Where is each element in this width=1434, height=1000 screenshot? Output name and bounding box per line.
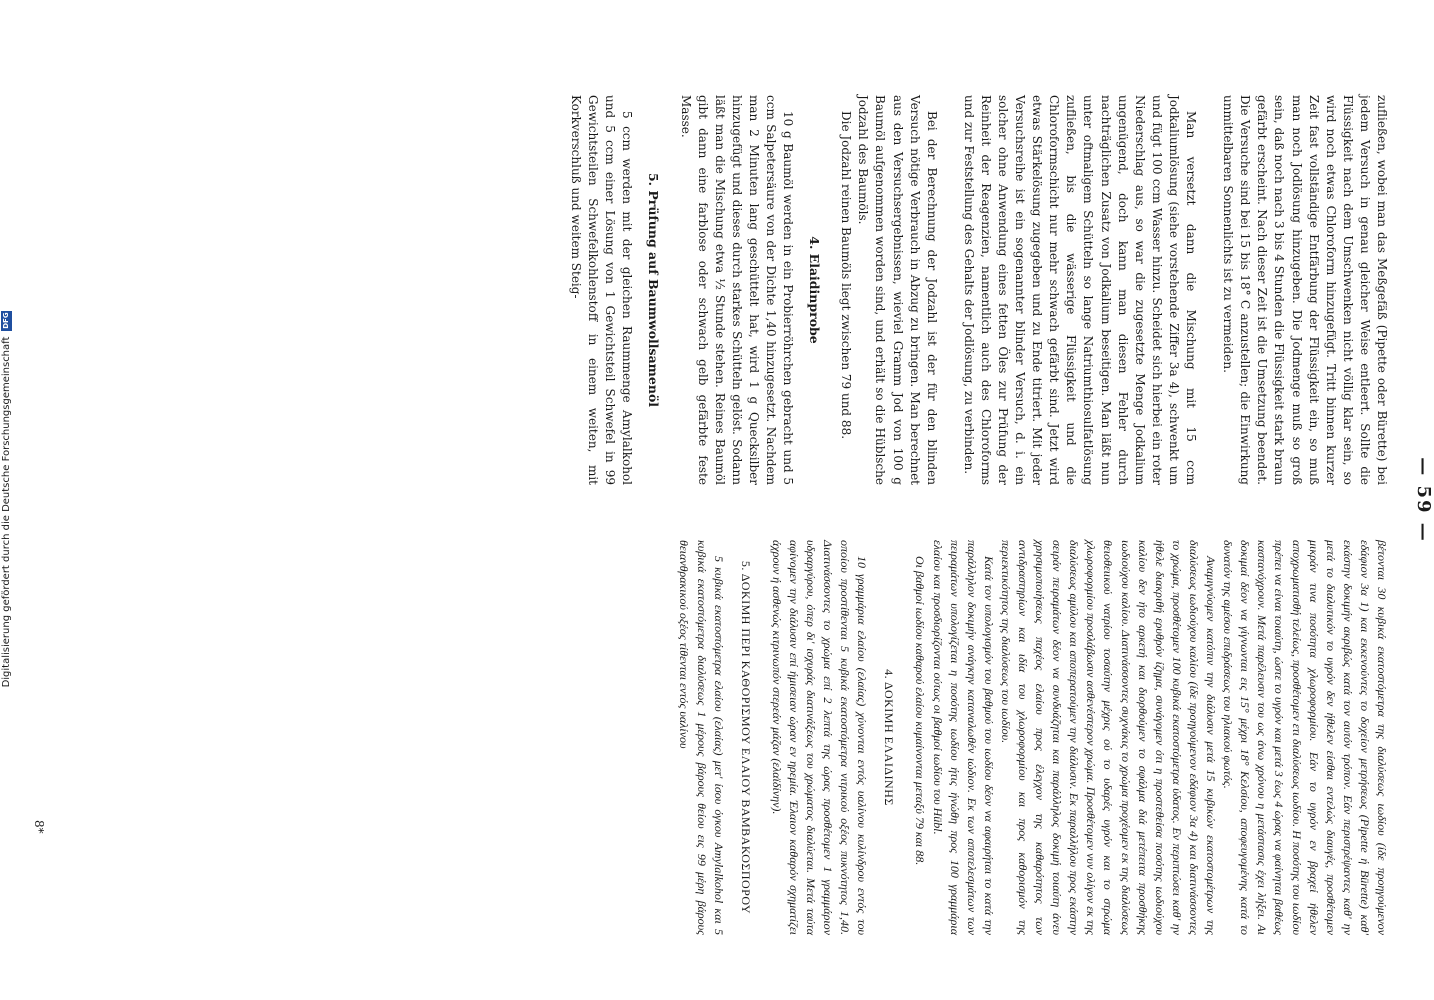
greek-section-heading: 4. ΔΟΚΙΜΗ ΕΛΑΙΔΙΝΗΣ: [882, 669, 897, 806]
german-paragraph: 10 g Baumöl werden in ein Probierröhrchen gebracht und 5 ccm Salpetersäure von der Dichte 1,40 hinzugesetzt. Nachdem man 2 Minuten lang geschüttelt hat, wird 1 g Quecksilber hinzugefügt und dieses durch starkes Schütteln gelöst. Sodann läßt man die Mischung etwa ½ Stunde stehen. Reines Baumöl gibt dann eine farblose oder schwach gelb gefärbte feste Masse.: [678, 95, 796, 485]
german-paragraph: zufließen, wobei man das Meßgefäß (Pipette oder Bürette) bei jedem Versuch in genau gleicher Weise entleert. Sollte die Flüssigkeit nach dem Umschwenken nicht völlig klar sein, so wird noch etwas Chloroform hinzugefügt. Tritt binnen kurzer Zeit fast vollständige Entfärbung der Flüssigkeit ein, so muß man noch Jodlösung hinzugeben. Die Jodmenge muß so groß sein, daß noch nach 3 bis 4 Stunden die Flüssigkeit stark braun gefärbt erscheint. Nach dieser Zeit ist die Umsetzung beendet. Die Versuche sind bei 15 bis 18° C anzustellen; die Einwirkung unmittelbaren Sonnenlichts ist zu vermeiden.: [1221, 95, 1389, 485]
greek-section-heading: 5. ΔΟΚΙΜΗ ΠΕΡΙ ΚΑΘΟΡΙΣΜΟΥ ΕΛΑΙΟΥ ΒΑΜΒΑΚΟΣΠΟΡΟΥ: [738, 560, 753, 915]
greek-paragraph: Οι βαθμοί ιωδίου καθαρού ελαίου κυμαίνονται μεταξύ 79 και 88.: [913, 556, 928, 866]
german-column: [567, 95, 1390, 485]
german-paragraph: Bei der Berechnung der Jodzahl ist der für den blinden Versuch nötige Verbrauch in Abzug zu bringen. Man berechnet aus den Versuchsergebnissen, wieviel Gramm Jod von 100 g Baumöl aufgenommen worden sind, und erhält so die Hüblsche Jodzahl des Baumöls.: [856, 95, 939, 485]
german-paragraph: Man versetzt dann die Mischung mit 15 ccm Jodkaliumlösung (siehe vorstehende Ziffer 3a 4), schwenkt um und fügt 100 ccm Wasser hinzu. Scheidet sich hierbei ein roter Niederschlag aus, so war die zugesetzte Menge Jodkalium ungenügend, doch kann man diesen Fehler durch nachträglichen Zusatz von Jodkalium beseitigen. Man läßt nun unter oftmaligem Schütteln so lange Natriumthiosulfatlösung zufließen, bis die wässerige Flüssigkeit und die Chloroformschicht nur mehr schwach gefärbt sind. Jetzt wird etwas Stärkelösung zugegeben und zu Ende titriert. Mit jeder Versuchsreihe ist ein sogenannter blinder Versuch, d. i. ein solcher ohne Anwendung eines fetten Öles zur Prüfung der Reinheit der Reagenzien, namentlich auch des Chloroforms und zur Feststellung des Gehalts der Jodlösung, zu verbinden.: [961, 95, 1199, 485]
dfg-logo: DFG: [1, 312, 10, 329]
german-section-heading: 5. Prüfung auf Baumwollsamenöl: [646, 172, 662, 408]
digitization-credit: [0, 0, 12, 999]
german-paragraph: 5 ccm werden mit der gleichen Raummenge Amylalkohol und 5 ccm einer Lösung von 1 Gewichtsteil Schwefel in 99 Gewichtsteilen Schwefelkohlenstoff in einem weiten, mit Korkverschluß und weitem Steig-: [569, 95, 635, 485]
greek-paragraph: Κατά τον υπολογισμόν του βαθμού του ιωδίου δέον να αφαιρήται το κατά την παράλληλον δοκιμήν ανάγκην καταναλωθέν ιώδιον. Εκ των αποτελεσμάτων των πειραμάτων υπολογίζεται η ποσότης ιωδίου ήτις ήνώθη προς 100 γραμμάρια ελαίου και προσδιορίζονται ούτως οι βαθμοί ιωδίου του Hübl.: [930, 540, 996, 935]
greek-column: [675, 540, 1390, 935]
page-number: — 59 —: [1413, 457, 1434, 543]
german-paragraph: Die Jodzahl reinen Baumöls liegt zwischen 79 und 88.: [839, 111, 854, 440]
greek-paragraph: 10 γραμμάρια ελαίου (ελαίας) χύνονται εντός υαλίνου κυλίνδρου εντός του οποίου προστίθενται 5 κυβικά εκατοστόμετρα νιτρικού οξέος πυκνότητος 1,40. Διατινάσσοντες το χρώμα επί 2 λεπτά της ώρας προσθέτομεν 1 γραμμάριον υδραργύρου, όπερ δι' ισχυράς διατινάξεως του χρώματος διαλύεται. Μετά ταύτα αφίνομεν την διάλυσιν επί ήμισειαν ώραν εν ηρεμία. Έλαιον καθαρόν σχηματίζει άχρουν ή ασθενώς κιτρινωπόν στερεάν μάζαν (ελαϊδίνην).: [769, 540, 870, 935]
greek-paragraph: Αναμιγνύομεν κατόπιν την διάλυσιν μετά 15 κυβικών εκατοστομέτρων της διαλύσεως ιωδιούχου καλίου (ίδε προηγούμενον εδάφιον 3α 4) και διατινάσσοντες το χρώμα, προσθέτομεν 100 κυβικά εκατοστόμετρα ύδατος. Εν περιπτώσει καθ' ην ήθελε διακριθή ερυθρόν ίζημα, συνάγομεν ότι η προστεθείσα ποσότης ιωδιούχου καλίου δεν ήτο αρκετή και διορθούμεν το σφάλμα διά μετέπειτα προσθήκης ιωδιούχου καλίου. Διατινάσσοντες συχνάκις το χρώμα προχέομεν εκ της διαλύσεως θειοθειικού νατρίου τοσαύτην μέχρις ού το υδαρές υγρόν και το στρώμα χλωροφορμίου προσλάβωσιν ασθενέστερον χρώμα. Προσθέτομεν νυν ολίγον εκ της διαλύσεως αμύλου και αποπερατούμεν την διάλυσιν. Εκ παραλλήλου προς εκάστην σειράν πειραμάτων δέον να συνδυάζηται και παράλληλος δοκιμή τοιαύτη άνευ χρησιμοποιήσεως παχέος ελαίου προς έλεγχον της καθαρότητος των αντιδραστηρίων και ιδία του χλωροφορμίου και προς καθορισμόν της περιεκτικότητος της διαλύσεως του ιωδίου.: [998, 540, 1219, 935]
german-section-heading: 4. Elaidinprobe: [807, 236, 823, 344]
greek-paragraph: βέτονται 30 κυβικά εκατοστόμετρα της διαλύσεως ιωδίου (ίδε προηγούμενον εδάφιον 3α 1) και εκκενούντες το δοχείον μετρήσεως (Pipette ή Bürette) καθ' εκάστην δοκιμήν ακριβώς κατά τον αυτόν τρόπον. Εάν περιστρέψαντες καθ' ην μετά το διαλυτικόν το υγρόν δεν ήθελεν είσθαι εντελώς διαυγές, προσθέτομεν μικράν τινα ποσότητα χλωροφορμίου. Εάν το υγρόν εν βραχεί ήθελεν αποχρωματισθή τελείως, προσθέτομεν ετι διαλύσεως ιωδίου. Η ποσότης του ιωδίου πρέπει να είναι τοιαύτη, ώστε το υγρόν και μετά 3 έως 4 ώρας να φαίνηται βαθέως καστανόχρουν. Μετά παρέλευσιν του ως άνω χρόνου η μετάστασις έχει λήξει. Αι δοκιμαί δέον να γίγνωνται εις 15° μέχρι 18° Κελσίου, αποφευγομένης κατά το δυνατόν της αμέσου επιδράσεως του ηλιακού φωτός.: [1221, 540, 1389, 935]
greek-paragraph: 5 κυβικά εκατοστόμετρα ελαίου (ελαίας) μετ' ίσου όγκου Amylalkohol και 5 κυβικά εκατοστόμετρα διαλύσεως 1 μέρους βάρους θείου εις 99 μέρη βάρους θειανθρακικού οξέος τίθενται εντός υαλίνου: [677, 540, 726, 935]
credit-text: Digitalisierung gefördert durch die Deutsche Forschungsgemeinschaft: [0, 336, 12, 688]
page-footnote: 8*: [32, 820, 46, 834]
